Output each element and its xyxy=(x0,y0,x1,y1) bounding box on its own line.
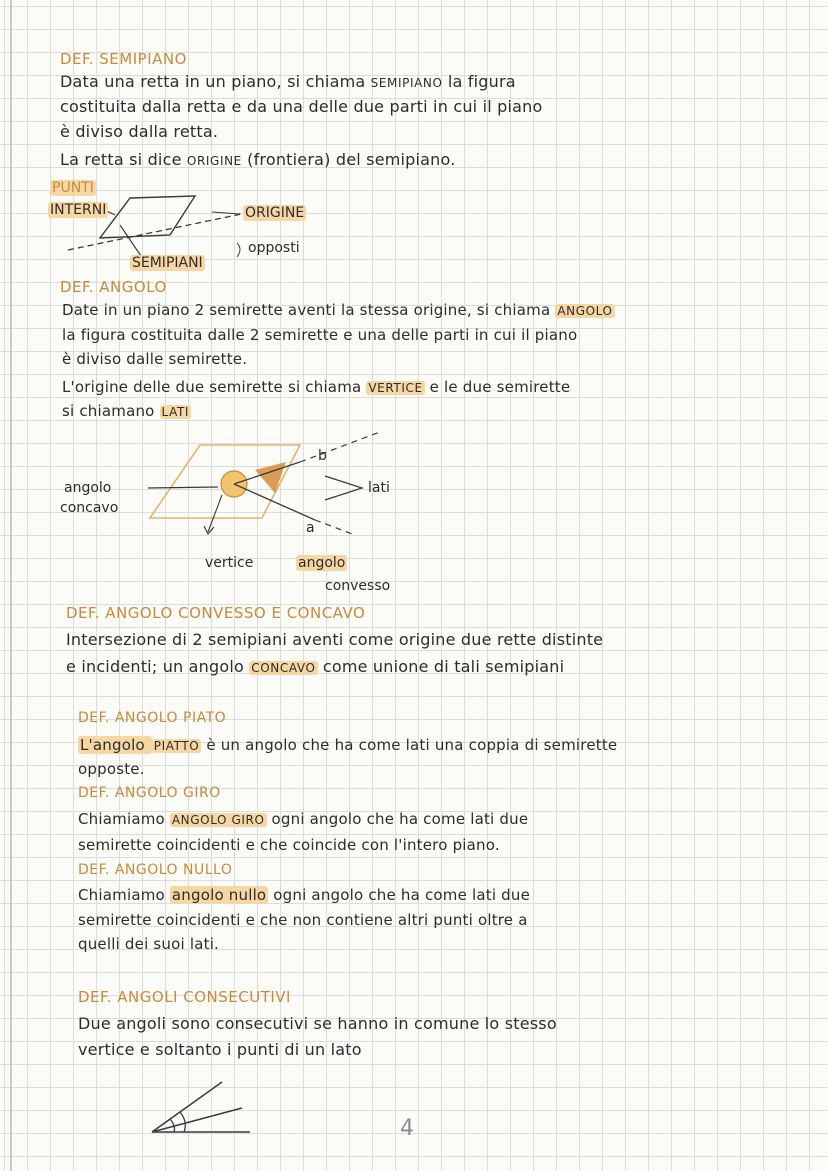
semipiano-line-3: è diviso dalla retta. xyxy=(60,122,219,141)
angolo-line-4: L'origine delle due semirette si chiama VERTICE e le due semirette xyxy=(62,378,571,396)
angle-arc-1 xyxy=(180,1112,185,1132)
consecutivi-title: DEF. ANGOLI CONSECUTIVI xyxy=(78,988,291,1006)
nullo-line-1: Chiamiamo angolo nullo ogni angolo che ha come lati due xyxy=(78,886,531,904)
fig-angolo-label: angolo xyxy=(64,480,112,496)
semipiano-line-2: costituita dalla retta e da una delle due parti in cui il piano xyxy=(60,97,543,116)
fig-convesso-label: convesso xyxy=(325,578,391,594)
nullo-line-2: semirette coincidenti e che non contiene altri punti oltre a xyxy=(78,911,528,929)
fig-opposti-label: opposti xyxy=(248,240,300,256)
giro-title: DEF. ANGOLO GIRO xyxy=(78,785,221,801)
angolo-title: DEF. ANGOLO xyxy=(60,278,167,296)
piatto-line-2: opposte. xyxy=(78,760,145,778)
semipiano-line-1: Data una retta in un piano, si chiama SEMIPIANO la figura xyxy=(60,72,516,91)
angolo-line-3: è diviso dalle semirette. xyxy=(62,350,248,368)
ray-top xyxy=(152,1082,222,1132)
fig-interni-label: INTERNI xyxy=(50,202,107,218)
nullo-title: DEF. ANGOLO NULLO xyxy=(78,862,233,878)
convesso-line-1: Intersezione di 2 semipiani aventi come origine due rette distinte xyxy=(66,630,604,649)
semipiano-line-4: La retta si dice ORIGINE (frontiera) del semipiano. xyxy=(60,150,456,169)
fig-angolo-convesso-label: angolo xyxy=(298,555,346,571)
fig-punti-label: PUNTI xyxy=(52,180,94,196)
giro-line-1: Chiamiamo ANGOLO GIRO ogni angolo che ha come lati due xyxy=(78,810,529,828)
angle-arc-2 xyxy=(170,1119,175,1132)
angolo-line-1: Date in un piano 2 semirette aventi la stessa origine, si chiama ANGOLO xyxy=(62,301,613,319)
fig-b-label: b xyxy=(318,448,327,464)
convesso-line-2: e incidenti; un angolo CONCAVO come unione di tali semipiani xyxy=(66,657,565,676)
fig-semipiani-label: SEMIPIANI xyxy=(132,255,203,271)
fig-a-label: a xyxy=(306,520,315,536)
ray-middle xyxy=(152,1108,242,1132)
page-number: 4 xyxy=(400,1116,414,1141)
convesso-title: DEF. ANGOLO CONVESSO E CONCAVO xyxy=(66,604,366,622)
consecutivi-line-2: vertice e soltanto i punti di un lato xyxy=(78,1040,362,1059)
nullo-line-3: quelli dei suoi lati. xyxy=(78,935,220,953)
consecutivi-line-1: Due angoli sono consecutivi se hanno in comune lo stesso xyxy=(78,1014,557,1033)
fig-concavo-label: concavo xyxy=(60,500,119,516)
piatto-title: DEF. ANGOLO PIATO xyxy=(78,710,227,726)
piatto-line-1: L'angolo PIATTO è un angolo che ha come lati una coppia di semirette xyxy=(80,736,618,754)
semipiano-title: DEF. SEMIPIANO xyxy=(60,50,187,68)
fig-origine-label: ORIGINE xyxy=(245,205,305,221)
fig-lati-label: lati xyxy=(368,480,390,496)
angolo-line-5: si chiamano LATI xyxy=(62,402,190,420)
fig-vertice-label: vertice xyxy=(205,555,254,571)
giro-line-2: semirette coincidenti e che coincide con l'intero piano. xyxy=(78,836,500,854)
angolo-line-2: la figura costituita dalle 2 semirette e una delle parti in cui il piano xyxy=(62,326,578,344)
